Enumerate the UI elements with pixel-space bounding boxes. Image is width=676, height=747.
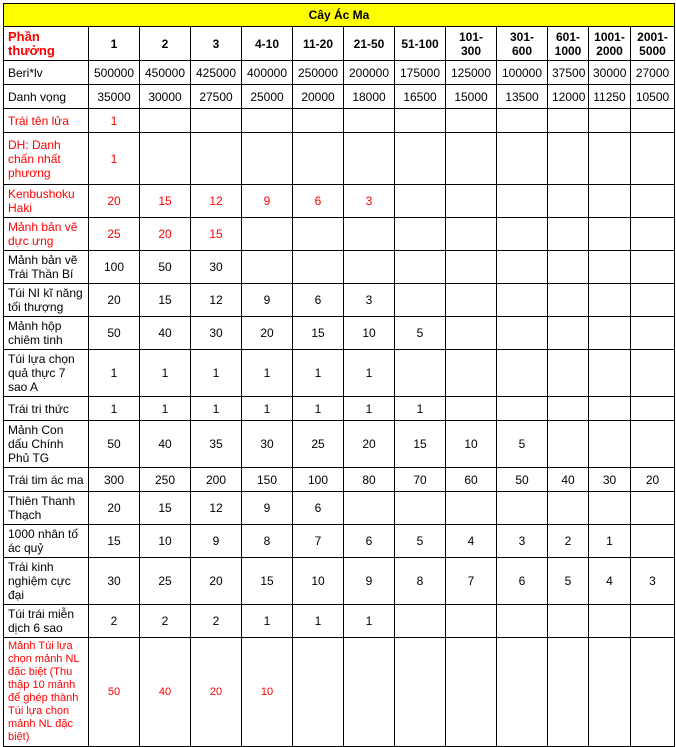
table-cell: 15 (140, 185, 191, 218)
table-cell: 20 (89, 185, 140, 218)
table-cell: 15 (395, 421, 446, 468)
table-cell (446, 397, 497, 421)
table-cell: 4 (589, 558, 631, 605)
table-cell (589, 605, 631, 638)
table-cell: 80 (344, 468, 395, 492)
table-cell: 1 (395, 397, 446, 421)
table-row (4, 468, 675, 492)
table-cell: 1 (293, 350, 344, 397)
table-cell: 50 (89, 317, 140, 350)
table-cell (631, 492, 675, 525)
table-cell (446, 218, 497, 251)
table-cell: 60 (446, 468, 497, 492)
table-cell: 500000 (89, 61, 140, 85)
table-cell (344, 218, 395, 251)
table-cell: 13500 (497, 85, 548, 109)
table-cell (497, 350, 548, 397)
table-cell (548, 350, 589, 397)
row-label: Túi NI kĩ năng tối thượng (4, 284, 89, 317)
table-cell: 6 (293, 492, 344, 525)
table-cell (497, 109, 548, 133)
table-cell (548, 109, 589, 133)
table-cell: 5 (395, 317, 446, 350)
table-cell (293, 218, 344, 251)
header-row (4, 27, 675, 61)
table-cell: 1 (89, 109, 140, 133)
table-cell: 250 (140, 468, 191, 492)
table-cell: 30000 (589, 61, 631, 85)
table-cell: 200 (191, 468, 242, 492)
table-cell (589, 421, 631, 468)
table-cell (395, 492, 446, 525)
table-cell: 18000 (344, 85, 395, 109)
table-cell: 15000 (446, 85, 497, 109)
table-row (4, 317, 675, 350)
table-cell: 400000 (242, 61, 293, 85)
table-cell (344, 109, 395, 133)
table-cell (631, 350, 675, 397)
table-cell: 6 (497, 558, 548, 605)
table-cell: 16500 (395, 85, 446, 109)
table-cell: 200000 (344, 61, 395, 85)
table-cell: 3 (344, 284, 395, 317)
table-cell: 20 (140, 218, 191, 251)
table-cell (446, 492, 497, 525)
table-cell (631, 251, 675, 284)
table-cell: 1 (140, 350, 191, 397)
table-cell (631, 284, 675, 317)
table-cell (242, 109, 293, 133)
table-cell (548, 421, 589, 468)
table-row (4, 133, 675, 185)
table-cell: 20 (89, 492, 140, 525)
table-row (4, 284, 675, 317)
table-row (4, 525, 675, 558)
table-cell: 12 (191, 185, 242, 218)
table-cell (631, 218, 675, 251)
table-cell (589, 218, 631, 251)
header-rank: 1 (89, 27, 140, 61)
table-cell: 5 (548, 558, 589, 605)
table-cell: 100 (89, 251, 140, 284)
table-cell: 11250 (589, 85, 631, 109)
table-cell (344, 133, 395, 185)
table-cell (191, 109, 242, 133)
table-cell (631, 397, 675, 421)
table-cell (293, 109, 344, 133)
table-cell (497, 317, 548, 350)
table-cell: 175000 (395, 61, 446, 85)
table-cell: 125000 (446, 61, 497, 85)
table-cell (191, 133, 242, 185)
table-cell (446, 185, 497, 218)
header-rank: 301-600 (497, 27, 548, 61)
table-cell: 6 (293, 284, 344, 317)
table-cell (395, 638, 446, 747)
table-cell: 1 (344, 350, 395, 397)
table-cell: 2 (89, 605, 140, 638)
header-rank: 21-50 (344, 27, 395, 61)
table-cell: 30 (89, 558, 140, 605)
table-cell: 10 (344, 317, 395, 350)
table-cell (293, 133, 344, 185)
table-cell: 9 (242, 284, 293, 317)
table-row (4, 85, 675, 109)
table-row (4, 492, 675, 525)
table-cell: 1 (344, 605, 395, 638)
table-cell (589, 350, 631, 397)
table-cell (242, 133, 293, 185)
table-cell (497, 397, 548, 421)
table-cell: 1 (589, 525, 631, 558)
table-cell (395, 218, 446, 251)
title-row (4, 4, 675, 27)
header-rank: 3 (191, 27, 242, 61)
table-row (4, 61, 675, 85)
table-cell: 1 (293, 605, 344, 638)
table-cell: 30 (242, 421, 293, 468)
row-label: Mảnh hộp chiêm tinh (4, 317, 89, 350)
table-cell: 3 (497, 525, 548, 558)
table-cell (344, 638, 395, 747)
table-cell: 100000 (497, 61, 548, 85)
table-cell: 20 (344, 421, 395, 468)
table-cell (242, 218, 293, 251)
row-label: Mảnh bản vẽ dực ưng (4, 218, 89, 251)
table-cell (631, 605, 675, 638)
table-cell: 40 (140, 638, 191, 747)
row-label: Trái tên lửa (4, 109, 89, 133)
table-cell (589, 251, 631, 284)
row-label: Trái tim ác ma (4, 468, 89, 492)
header-rank: 51-100 (395, 27, 446, 61)
table-cell: 8 (242, 525, 293, 558)
table-cell (293, 251, 344, 284)
table-cell (344, 492, 395, 525)
table-cell: 25 (140, 558, 191, 605)
table-cell (497, 218, 548, 251)
table-cell (548, 218, 589, 251)
table-cell: 1 (140, 397, 191, 421)
table-cell: 10 (242, 638, 293, 747)
table-cell: 3 (344, 185, 395, 218)
row-label: Danh vọng (4, 85, 89, 109)
table-cell (589, 638, 631, 747)
table-cell (631, 185, 675, 218)
table-cell (395, 109, 446, 133)
table-cell (631, 525, 675, 558)
table-row (4, 397, 675, 421)
table-cell (446, 350, 497, 397)
table-cell (548, 185, 589, 218)
table-cell (548, 317, 589, 350)
table-cell: 300 (89, 468, 140, 492)
table-cell: 1 (191, 397, 242, 421)
table-cell: 1 (242, 397, 293, 421)
table-cell (589, 317, 631, 350)
table-cell: 50 (89, 638, 140, 747)
table-cell (589, 492, 631, 525)
table-cell: 450000 (140, 61, 191, 85)
table-cell: 20 (191, 558, 242, 605)
table-cell: 8 (395, 558, 446, 605)
table-cell (589, 397, 631, 421)
table-cell (395, 350, 446, 397)
table-cell: 15 (293, 317, 344, 350)
table-cell: 1 (89, 350, 140, 397)
row-label: Mảnh Túi lựa chọn mảnh NL đặc biệt (Thu thập 10 mảnh để ghép thành Túi lựa chọn mảnh NL đặc biệt) (4, 638, 89, 747)
table-cell (242, 251, 293, 284)
table-cell: 20 (631, 468, 675, 492)
table-row (4, 251, 675, 284)
table-cell: 25 (293, 421, 344, 468)
row-label: Thiên Thanh Thạch (4, 492, 89, 525)
table-cell (548, 605, 589, 638)
table-cell (548, 284, 589, 317)
table-cell: 7 (293, 525, 344, 558)
table-cell (589, 284, 631, 317)
table-cell: 35000 (89, 85, 140, 109)
table-cell: 37500 (548, 61, 589, 85)
table-cell (140, 109, 191, 133)
table-cell (589, 133, 631, 185)
table-row (4, 638, 675, 747)
table-cell: 5 (395, 525, 446, 558)
header-rank: 11-20 (293, 27, 344, 61)
row-label: Kenbushoku Haki (4, 185, 89, 218)
header-rank: 2001-5000 (631, 27, 675, 61)
table-cell: 20000 (293, 85, 344, 109)
table-cell: 9 (191, 525, 242, 558)
table-title: Cây Ác Ma (4, 4, 675, 27)
table-cell: 12000 (548, 85, 589, 109)
table-cell: 30 (191, 251, 242, 284)
row-label: Trái kinh nghiệm cực đại (4, 558, 89, 605)
table-cell (497, 492, 548, 525)
table-cell: 10 (140, 525, 191, 558)
table-cell (395, 284, 446, 317)
table-cell: 40 (140, 421, 191, 468)
table-cell: 30000 (140, 85, 191, 109)
table-cell: 9 (242, 185, 293, 218)
table-cell (497, 284, 548, 317)
table-cell (497, 133, 548, 185)
row-label: Beri*lv (4, 61, 89, 85)
table-cell (446, 133, 497, 185)
table-cell: 4 (446, 525, 497, 558)
table-cell: 30 (191, 317, 242, 350)
table-cell (395, 185, 446, 218)
table-cell (395, 251, 446, 284)
table-cell (548, 397, 589, 421)
header-rank: 601-1000 (548, 27, 589, 61)
table-cell: 2 (548, 525, 589, 558)
table-cell (548, 638, 589, 747)
table-cell: 6 (293, 185, 344, 218)
table-cell: 15 (89, 525, 140, 558)
table-cell (446, 605, 497, 638)
header-reward-label: Phần thưởng (4, 27, 89, 61)
table-cell: 1 (89, 397, 140, 421)
table-cell: 100 (293, 468, 344, 492)
table-cell (548, 251, 589, 284)
reward-table (3, 3, 675, 747)
table-cell (631, 133, 675, 185)
table-cell (589, 109, 631, 133)
table-cell (446, 317, 497, 350)
table-cell (631, 109, 675, 133)
table-cell: 50 (89, 421, 140, 468)
table-cell: 15 (191, 218, 242, 251)
table-cell: 35 (191, 421, 242, 468)
table-row (4, 218, 675, 251)
table-cell: 12 (191, 284, 242, 317)
table-cell: 2 (191, 605, 242, 638)
header-rank: 4-10 (242, 27, 293, 61)
table-cell: 30 (589, 468, 631, 492)
table-cell: 50 (497, 468, 548, 492)
table-cell: 6 (344, 525, 395, 558)
table-row (4, 350, 675, 397)
table-cell: 15 (140, 492, 191, 525)
table-cell: 1 (293, 397, 344, 421)
table-cell (631, 638, 675, 747)
table-cell (631, 421, 675, 468)
row-label: Túi lựa chọn quả thực 7 sao A (4, 350, 89, 397)
table-cell (395, 605, 446, 638)
header-rank: 2 (140, 27, 191, 61)
table-row (4, 185, 675, 218)
table-cell: 9 (344, 558, 395, 605)
table-cell: 20 (89, 284, 140, 317)
table-cell: 10 (446, 421, 497, 468)
table-cell (446, 284, 497, 317)
table-cell (497, 605, 548, 638)
table-cell (395, 133, 446, 185)
table-cell: 10 (293, 558, 344, 605)
table-cell: 5 (497, 421, 548, 468)
table-cell: 20 (191, 638, 242, 747)
row-label: Mảnh Con dấu Chính Phủ TG (4, 421, 89, 468)
table-cell: 20 (242, 317, 293, 350)
table-cell: 40 (548, 468, 589, 492)
table-cell: 1 (89, 133, 140, 185)
table-cell: 425000 (191, 61, 242, 85)
table-cell (140, 133, 191, 185)
row-label: 1000 nhân tố ác quỷ (4, 525, 89, 558)
table-cell (344, 251, 395, 284)
table-cell: 7 (446, 558, 497, 605)
row-label: Trái tri thức (4, 397, 89, 421)
table-cell (548, 492, 589, 525)
table-cell: 250000 (293, 61, 344, 85)
table-cell: 25 (89, 218, 140, 251)
row-label: Túi trái miễn dịch 6 sao (4, 605, 89, 638)
table-cell: 12 (191, 492, 242, 525)
table-cell (631, 317, 675, 350)
table-cell: 1 (242, 350, 293, 397)
table-cell: 10500 (631, 85, 675, 109)
table-cell: 27500 (191, 85, 242, 109)
table-row (4, 421, 675, 468)
table-cell: 2 (140, 605, 191, 638)
table-cell: 1 (242, 605, 293, 638)
table-cell (497, 185, 548, 218)
table-cell: 3 (631, 558, 675, 605)
table-cell (497, 251, 548, 284)
row-label: Mảnh bản vẽ Trái Thần Bí (4, 251, 89, 284)
table-cell: 9 (242, 492, 293, 525)
table-cell (548, 133, 589, 185)
row-label: DH: Danh chấn nhất phương (4, 133, 89, 185)
table-cell (589, 185, 631, 218)
table-cell: 25000 (242, 85, 293, 109)
table-cell (293, 638, 344, 747)
header-rank: 101-300 (446, 27, 497, 61)
table-cell (446, 109, 497, 133)
table-cell: 50 (140, 251, 191, 284)
table-cell (497, 638, 548, 747)
table-cell: 1 (191, 350, 242, 397)
table-row (4, 558, 675, 605)
table-cell: 150 (242, 468, 293, 492)
table-cell (446, 251, 497, 284)
table-row (4, 605, 675, 638)
table-cell (446, 638, 497, 747)
table-body (4, 61, 675, 747)
table-row (4, 109, 675, 133)
header-rank: 1001-2000 (589, 27, 631, 61)
table-cell: 27000 (631, 61, 675, 85)
table-cell: 70 (395, 468, 446, 492)
table-cell: 40 (140, 317, 191, 350)
table-cell: 1 (344, 397, 395, 421)
table-cell: 15 (242, 558, 293, 605)
table-cell: 15 (140, 284, 191, 317)
